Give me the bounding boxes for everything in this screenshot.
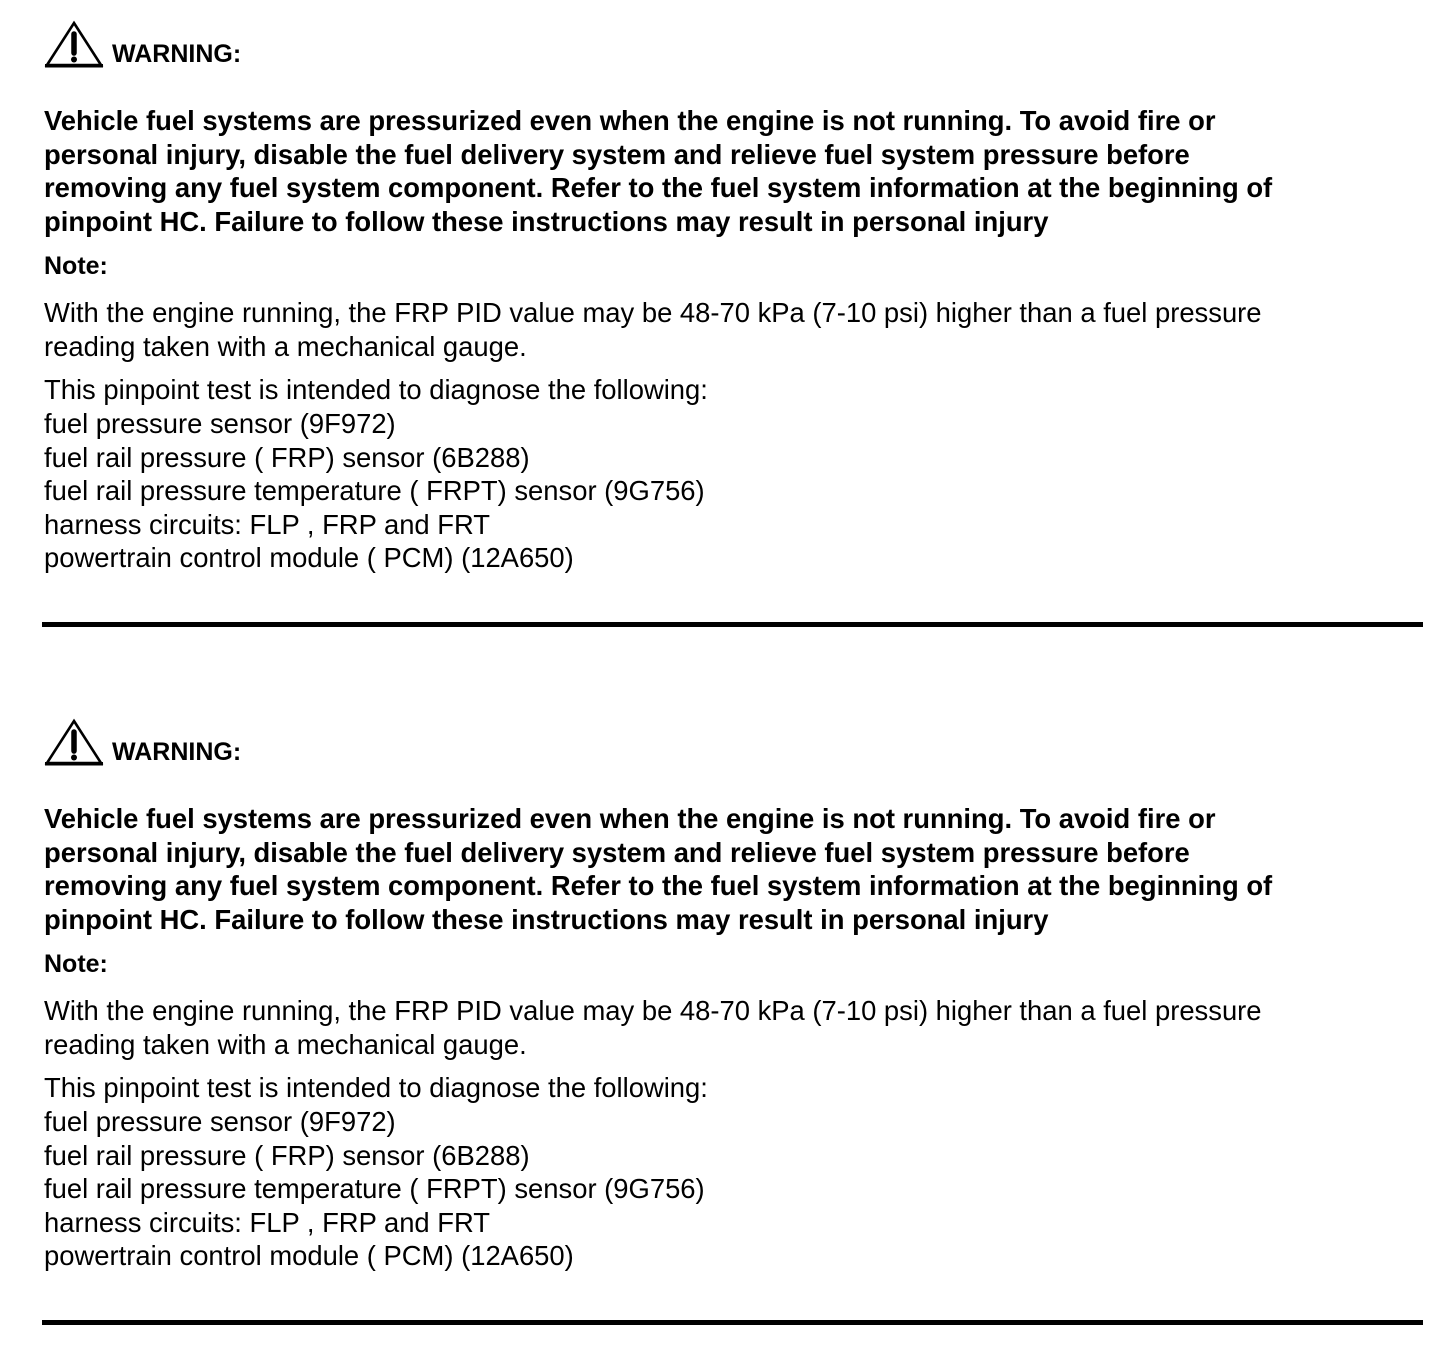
list-item: powertrain control module ( PCM) (12A650) (44, 542, 574, 574)
warning-line: personal injury, disable the fuel delivery system and relieve fuel system pressure before (44, 138, 1190, 170)
list-item: fuel rail pressure ( FRP) sensor (6B288) (44, 1139, 530, 1171)
warning-text (44, 104, 1444, 238)
warning-line: pinpoint HC. Failure to follow these instructions may result in personal injury (44, 205, 1049, 237)
note-line: reading taken with a mechanical gauge. (44, 1028, 527, 1060)
section-divider (42, 622, 1423, 627)
list-item: fuel rail pressure ( FRP) sensor (6B288) (44, 441, 530, 473)
note-text (44, 994, 1262, 1061)
warning-text (44, 802, 1444, 936)
warning-label: WARNING: (112, 40, 242, 68)
warning-line: Vehicle fuel systems are pressurized even when the engine is not running. To avoid fire or (44, 803, 1216, 834)
note-text (44, 296, 1262, 363)
diagnosis-intro: This pinpoint test is intended to diagnose the following: (44, 374, 708, 405)
section-divider (42, 1320, 1423, 1325)
note-line: With the engine running, the FRP PID value may be 48-70 kPa (7-10 psi) higher than a fuel pressure (44, 297, 1262, 328)
note-label: Note: (44, 950, 108, 978)
warning-header (44, 14, 241, 70)
warning-triangle-icon (44, 20, 104, 70)
list-item: powertrain control module ( PCM) (12A650) (44, 1240, 574, 1272)
list-item: fuel pressure sensor (9F972) (44, 1106, 396, 1137)
note-line: reading taken with a mechanical gauge. (44, 330, 527, 362)
warning-line: removing any fuel system component. Refer to the fuel system information at the beginning of (44, 172, 1273, 204)
warning-line: pinpoint HC. Failure to follow these instructions may result in personal injury (44, 903, 1049, 935)
note-label: Note: (44, 252, 108, 280)
warning-triangle-icon (44, 718, 104, 768)
list-item: fuel rail pressure temperature ( FRPT) sensor (9G756) (44, 1173, 705, 1205)
warning-header (44, 712, 241, 768)
note-line: With the engine running, the FRP PID value may be 48-70 kPa (7-10 psi) higher than a fuel pressure (44, 995, 1262, 1026)
diagnosis-intro: This pinpoint test is intended to diagnose the following: (44, 1072, 708, 1103)
list-item: fuel rail pressure temperature ( FRPT) sensor (9G756) (44, 475, 705, 507)
diagnosis-list (44, 1105, 705, 1273)
list-item: harness circuits: FLP , FRP and FRT (44, 1206, 491, 1238)
warning-line: personal injury, disable the fuel delivery system and relieve fuel system pressure before (44, 836, 1190, 868)
diagnosis-list (44, 407, 705, 575)
warning-line: Vehicle fuel systems are pressurized even when the engine is not running. To avoid fire or (44, 105, 1216, 136)
list-item: harness circuits: FLP , FRP and FRT (44, 508, 491, 540)
list-item: fuel pressure sensor (9F972) (44, 408, 396, 439)
warning-label: WARNING: (112, 738, 242, 766)
warning-line: removing any fuel system component. Refer to the fuel system information at the beginning of (44, 870, 1273, 902)
